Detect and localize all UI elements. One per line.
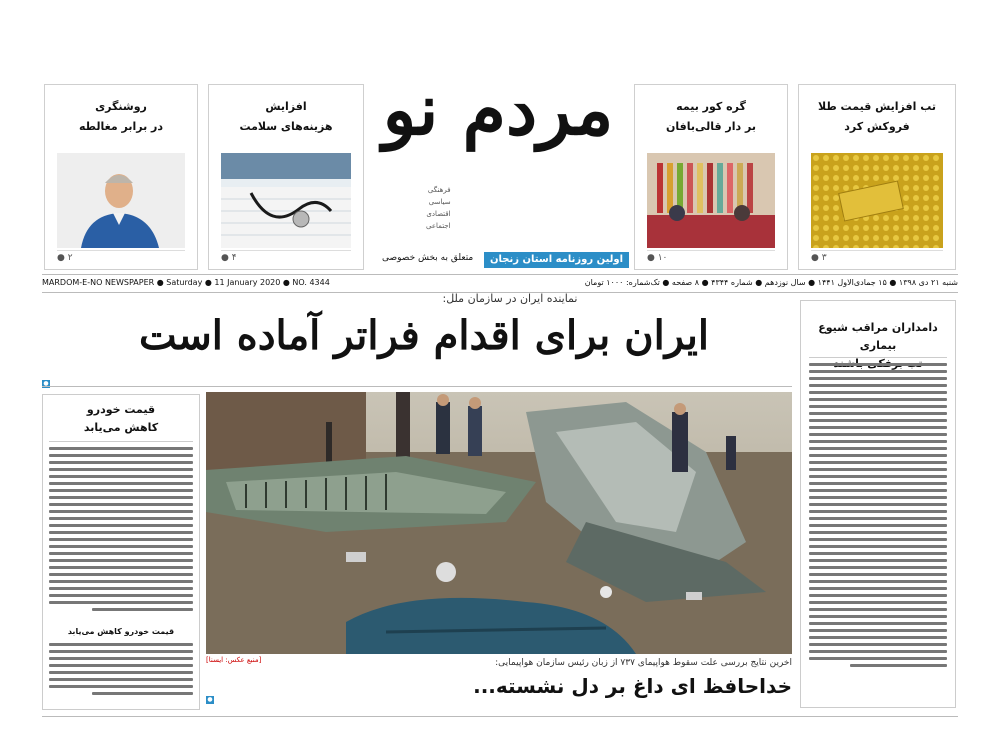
teaser-page-number: ● ۱۰ (647, 253, 668, 263)
teaser-title: روشنگری در برابر مغالطه (78, 100, 164, 133)
left-column-body-2 (49, 643, 193, 699)
lead-kicker: نماینده ایران در سازمان ملل: (442, 292, 578, 305)
left-column-subhead: قیمت خودرو کاهش می‌یابد (67, 627, 175, 636)
secondary-headline[interactable]: خداحافظ ای داغ بر دل نشسته... (473, 674, 792, 698)
photo-caption: اخرین نتایج بررسی علت سقوط هواپیمای ۷۳۷ از زبان رئیس سازمان هواپیمایی: (495, 658, 792, 668)
teaser-photo-weavers (647, 153, 775, 248)
masthead (378, 46, 618, 270)
masthead-descriptors: فرهنگی سیاسی اقتصادی اجتماعی (426, 186, 451, 230)
teaser-health-costs[interactable] (208, 84, 364, 270)
lead-headline[interactable]: ایران برای اقدام فراتر آماده است (138, 312, 710, 359)
right-column-article[interactable] (800, 300, 956, 708)
left-column-title: قیمت خودرو کاهش می‌یابد (83, 403, 159, 434)
left-column-article[interactable] (42, 394, 200, 710)
teaser-title: تب افزایش قیمت طلا فروکش کرد (818, 100, 936, 133)
logo-text: مردم نو (382, 68, 614, 151)
teaser-carpet-insurance[interactable] (634, 84, 788, 270)
teaser-title: گره کور بیمه بر دار قالی‌بافان (666, 100, 756, 133)
issue-info-strip (42, 278, 958, 290)
right-column-body (809, 363, 947, 695)
teaser-page-number: ● ۳ (811, 253, 827, 263)
teaser-page-number: ● ۴ (221, 253, 237, 263)
right-column-title: دامداران مراقب شیوع بیماری (818, 321, 938, 352)
teaser-title: افزایش هزینه‌های سلامت (239, 100, 333, 133)
teaser-photo-gold (811, 153, 943, 248)
left-column-body (49, 447, 193, 615)
page-marker-icon: ● (43, 380, 49, 387)
teaser-photo-portrait (57, 153, 185, 248)
photo-credit: [منبع عکس: ایسنا] (206, 656, 262, 664)
teaser-page-number: ● ۲ (57, 253, 73, 263)
masthead-tagline: اولین روزنامه استان زنجان (484, 252, 629, 268)
teaser-photo-stethoscope (221, 153, 351, 248)
main-photo-wreckage[interactable] (206, 392, 792, 654)
teaser-critique[interactable] (44, 84, 198, 270)
issue-info-persian: شنبه ۲۱ دی ۱۳۹۸ ● ۱۵ جمادی‌الاول ۱۴۴۱ ● سال نوزدهم ● شماره ۴۳۴۴ ● ۸ صفحه ● تک‌شماره: ۱۰۰۰ تومان (584, 278, 958, 287)
newspaper-logo (378, 46, 618, 166)
teaser-gold-price[interactable] (798, 84, 956, 270)
page-marker-icon: ● (207, 696, 213, 703)
issue-info-english: MARDOM-E-NO NEWSPAPER ● Saturday ● 11 January 2020 ● NO. 4344 (42, 278, 330, 287)
masthead-subtag: متعلق به بخش خصوصی (382, 253, 474, 263)
